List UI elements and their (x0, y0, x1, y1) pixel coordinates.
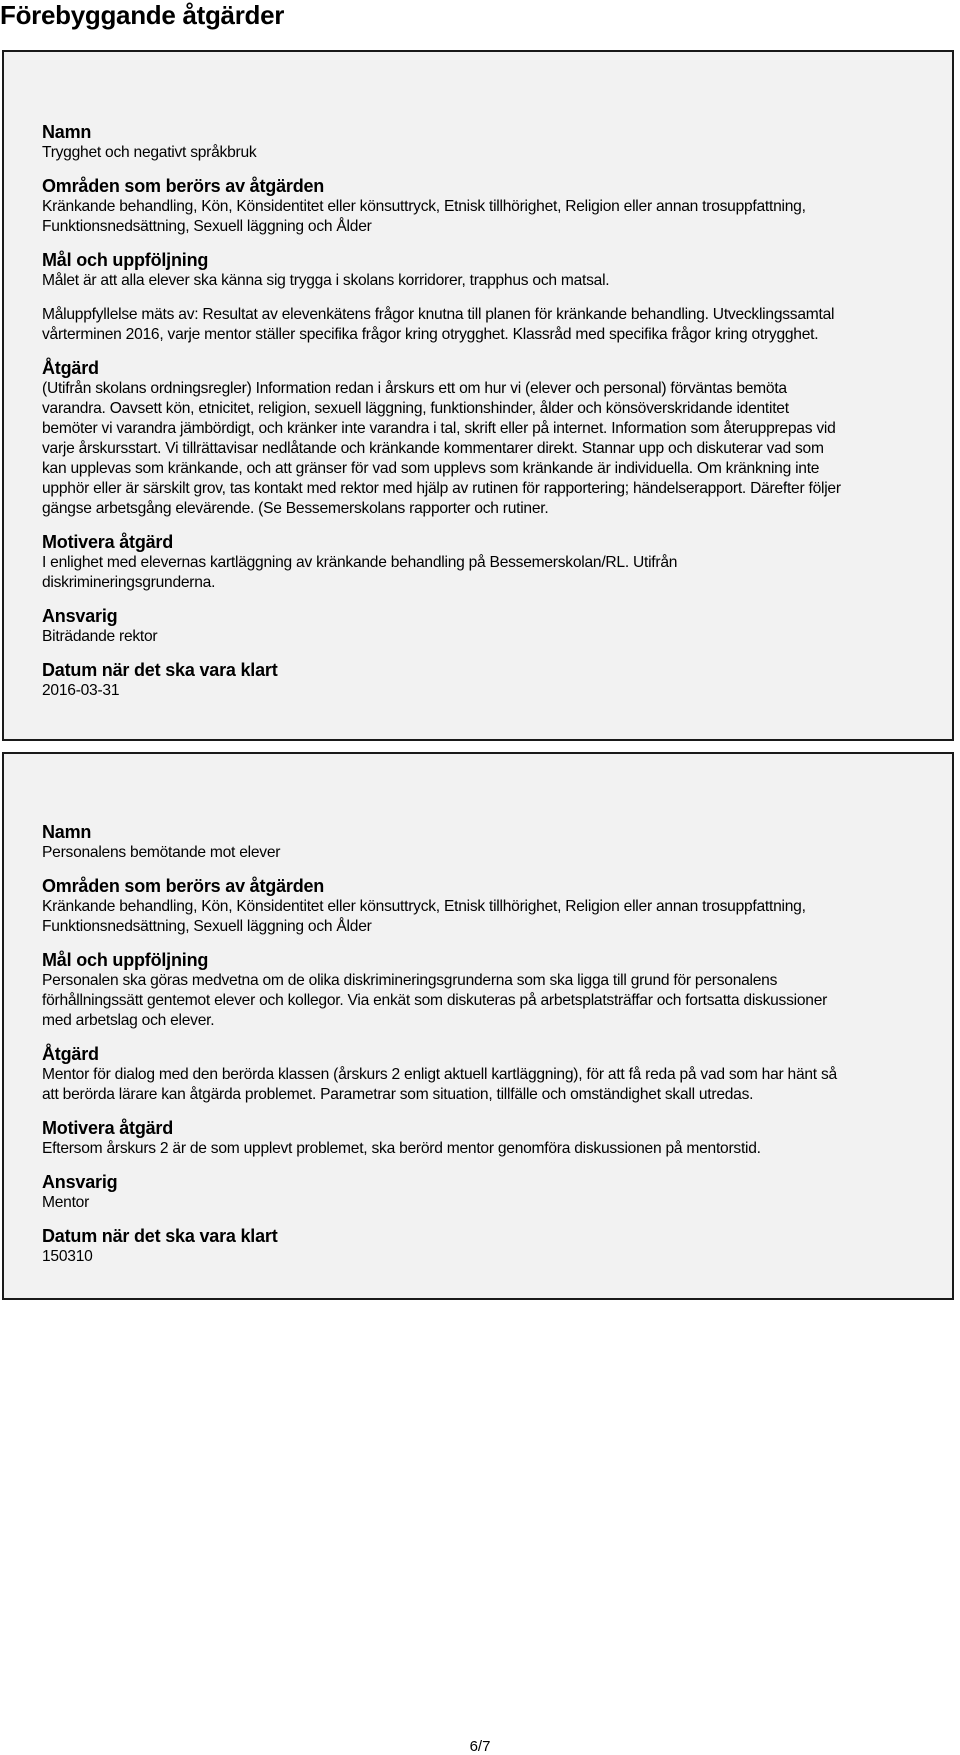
areas-label: Områden som berörs av åtgärden (42, 176, 325, 196)
responsible-value: Mentor (42, 1194, 90, 1211)
date-label: Datum när det ska vara klart (42, 660, 278, 680)
date-value: 2016-03-31 (42, 682, 120, 699)
responsible-field (42, 1172, 916, 1213)
areas-field (42, 876, 916, 937)
motivation-value: I enlighet med elevernas kartläggning av kränkande behandling på Bessemerskolan/RL. Utifrån diskrimineringsgrunderna. (42, 554, 678, 591)
name-label: Namn (42, 122, 92, 142)
date-field (42, 1226, 916, 1267)
action-field (42, 1044, 916, 1105)
motivation-field (42, 1118, 916, 1159)
action-value: (Utifrån skolans ordningsregler) Information redan i årskurs ett om hur vi (elever och personal) förväntas bemöta varandra. Oavsett kön, etnicitet, religion, sexuell läggning, funktionshinder, ålder och könsöverskridande identitet bemöter vi varandra jämbördigt, och kränker inte varandra i tal, skrift eller på internet. Information som återupprepas vid varje årskursstart. Vi tillrättavisar nedlåtande och kränkande kommentarer direkt. Stannar upp och diskuterar vad som kan upplevas som kränkande, och att gränser för vad som upplevs som kränkande är individuella. Om kränkning inte upphör eller är särskilt grov, tas kontakt med rektor med hjälp av rutinen för rapportering; händelserapport. Därefter följer gängse arbetsgång elevärende. (Se Bessemerskolans rapporter och rutiner. (42, 380, 841, 517)
areas-value: Kränkande behandling, Kön, Könsidentitet eller könsuttryck, Etnisk tillhörighet, Religion eller annan trosuppfattning, Funktionsnedsättning, Sexuell läggning och Ålder (42, 898, 806, 935)
responsible-value: Biträdande rektor (42, 628, 158, 645)
goal-field (42, 950, 916, 1031)
measure-card (2, 752, 954, 1300)
motivation-value: Eftersom årskurs 2 är de som upplevt problemet, ska berörd mentor genomföra diskussionen på mentorstid. (42, 1140, 761, 1157)
page-number: 6/7 (469, 1738, 491, 1755)
goal-value: Målet är att alla elever ska känna sig trygga i skolans korridorer, trapphus och matsal. (42, 272, 610, 289)
name-label: Namn (42, 822, 92, 842)
name-value: Personalens bemötande mot elever (42, 844, 281, 861)
responsible-label: Ansvarig (42, 606, 118, 626)
areas-value: Kränkande behandling, Kön, Könsidentitet eller könsuttryck, Etnisk tillhörighet, Religion eller annan trosuppfattning, Funktionsnedsättning, Sexuell läggning och Ålder (42, 198, 806, 235)
goal-label: Mål och uppföljning (42, 250, 209, 270)
action-field (42, 358, 916, 519)
goal-label: Mål och uppföljning (42, 950, 209, 970)
action-label: Åtgärd (42, 358, 99, 378)
goal-field (42, 250, 916, 345)
date-value: 150310 (42, 1248, 93, 1265)
motivation-field (42, 532, 916, 593)
motivation-label: Motivera åtgärd (42, 1118, 174, 1138)
goal-followup-value: Måluppfyllelse mäts av: Resultat av elevenkätens frågor knutna till planen för kränkande behandling. Utvecklingssamtal vårterminen 2016, varje mentor ställer specifika frågor kring otrygghet. Klassråd med specifika frågor kring otrygghet. (42, 306, 835, 343)
goal-value: Personalen ska göras medvetna om de olika diskrimineringsgrunderna som ska ligga till grund för personalens förhållningssätt gentemot elever och kollegor. Via enkät som diskuteras på arbetsplatsträffar och fortsatta diskussioner med arbetslag och elever. (42, 972, 828, 1029)
action-value: Mentor för dialog med den berörda klassen (årskurs 2 enligt aktuell kartläggning), för att få reda på vad som har hänt så att berörda lärare kan åtgärda problemet. Parametrar som situation, tillfälle och omständighet skall utredas. (42, 1066, 837, 1103)
measure-card (2, 50, 954, 741)
motivation-label: Motivera åtgärd (42, 532, 174, 552)
areas-label: Områden som berörs av åtgärden (42, 876, 325, 896)
page-title: Förebyggande åtgärder (0, 0, 285, 30)
date-field (42, 660, 916, 701)
date-label: Datum när det ska vara klart (42, 1226, 278, 1246)
responsible-field (42, 606, 916, 647)
name-field (42, 822, 916, 863)
areas-field (42, 176, 916, 237)
name-field (42, 122, 916, 163)
responsible-label: Ansvarig (42, 1172, 118, 1192)
name-value: Trygghet och negativt språkbruk (42, 144, 257, 161)
action-label: Åtgärd (42, 1044, 99, 1064)
